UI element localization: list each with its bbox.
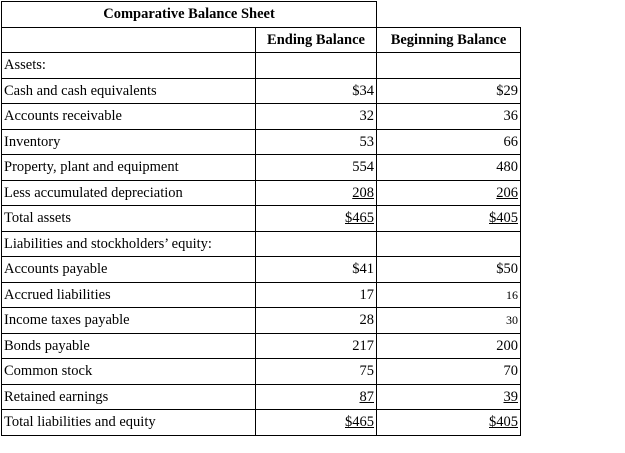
beginning-value: $29 <box>377 78 521 104</box>
underlined-value: $465 <box>345 414 374 431</box>
table-row <box>2 129 521 155</box>
total-row <box>2 206 521 232</box>
ending-value <box>256 410 377 436</box>
underlined-value: 39 <box>503 388 518 405</box>
row-label: Property, plant and equipment <box>2 155 256 181</box>
blank-cell <box>377 53 521 79</box>
row-label: Accounts payable <box>2 257 256 283</box>
balance-sheet-table <box>1 1 521 436</box>
liabilities-header-row <box>2 231 521 257</box>
underlined-value: $465 <box>345 210 374 227</box>
ending-value: 53 <box>256 129 377 155</box>
beginning-value: 200 <box>377 333 521 359</box>
sheet-title: Comparative Balance Sheet <box>2 2 377 28</box>
row-label: Accounts receivable <box>2 104 256 130</box>
beginning-balance-header: Beginning Balance <box>377 27 521 53</box>
ending-value: 17 <box>256 282 377 308</box>
ending-value: $34 <box>256 78 377 104</box>
underlined-value: 87 <box>359 388 374 405</box>
blank-cell <box>256 231 377 257</box>
title-blank-cell <box>377 2 521 28</box>
ending-value <box>256 206 377 232</box>
beginning-value: 36 <box>377 104 521 130</box>
row-label: Income taxes payable <box>2 308 256 334</box>
table-row <box>2 282 521 308</box>
beginning-value: 66 <box>377 129 521 155</box>
beginning-value: 30 <box>377 308 521 334</box>
table-row <box>2 359 521 385</box>
underlined-value: $405 <box>489 210 518 227</box>
table-row <box>2 155 521 181</box>
underlined-value: 208 <box>352 184 374 201</box>
row-label: Inventory <box>2 129 256 155</box>
beginning-value: 480 <box>377 155 521 181</box>
ending-value: 217 <box>256 333 377 359</box>
ending-value: 32 <box>256 104 377 130</box>
ending-value: 75 <box>256 359 377 385</box>
table-row <box>2 257 521 283</box>
row-label: Total liabilities and equity <box>2 410 256 436</box>
table-row <box>2 78 521 104</box>
table-row <box>2 104 521 130</box>
ending-value: 28 <box>256 308 377 334</box>
beginning-value <box>377 410 521 436</box>
beginning-value <box>377 180 521 206</box>
beginning-value <box>377 206 521 232</box>
beginning-value: 70 <box>377 359 521 385</box>
ending-value: $41 <box>256 257 377 283</box>
ending-balance-header: Ending Balance <box>256 27 377 53</box>
table-row <box>2 333 521 359</box>
row-label: Retained earnings <box>2 384 256 410</box>
underlined-value: $405 <box>489 414 518 431</box>
beginning-value: 16 <box>377 282 521 308</box>
row-label: Bonds payable <box>2 333 256 359</box>
blank-cell <box>377 231 521 257</box>
title-row <box>2 2 521 28</box>
underlined-value: 206 <box>496 184 518 201</box>
beginning-value <box>377 384 521 410</box>
header-blank-cell <box>2 27 256 53</box>
row-label: Accrued liabilities <box>2 282 256 308</box>
ending-value <box>256 384 377 410</box>
table-row <box>2 308 521 334</box>
table-row <box>2 180 521 206</box>
row-label: Total assets <box>2 206 256 232</box>
header-row <box>2 27 521 53</box>
table-row <box>2 384 521 410</box>
blank-cell <box>256 53 377 79</box>
liabilities-section-label: Liabilities and stockholders’ equity: <box>2 231 256 257</box>
row-label: Less accumulated depreciation <box>2 180 256 206</box>
ending-value: 554 <box>256 155 377 181</box>
row-label: Common stock <box>2 359 256 385</box>
row-label: Cash and cash equivalents <box>2 78 256 104</box>
assets-header-row <box>2 53 521 79</box>
ending-value <box>256 180 377 206</box>
beginning-value: $50 <box>377 257 521 283</box>
total-row <box>2 410 521 436</box>
assets-section-label: Assets: <box>2 53 256 79</box>
